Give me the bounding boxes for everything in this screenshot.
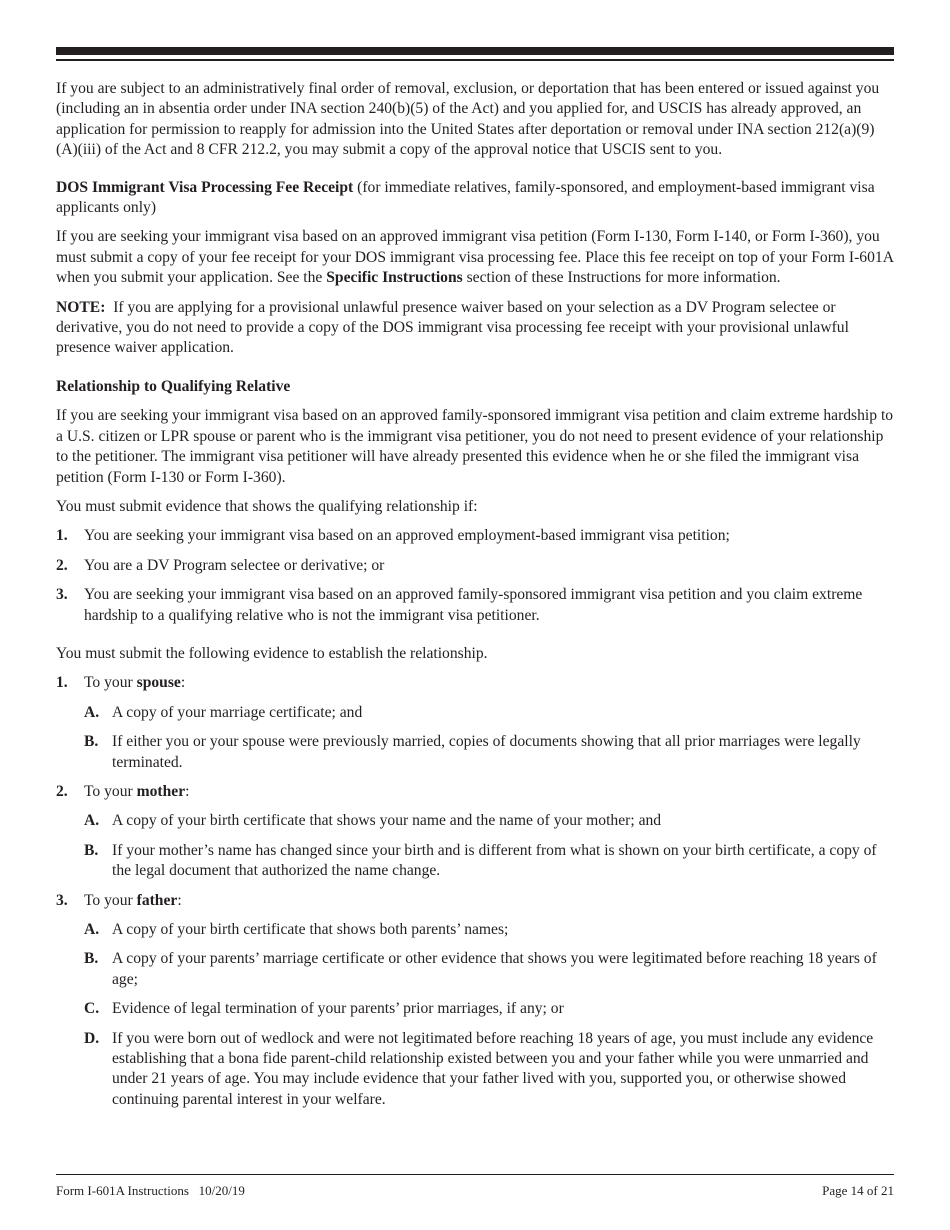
evidence-suffix: :: [185, 782, 190, 800]
subitem-text: If you were born out of wedlock and were not legitimated before reaching 18 years of age, you must include any evidence establishing that a bona fide parent-child relationship existed between you and your father while you were unmarried and under 21 years of age. You may include evidence that your father lived with you, supported you, or otherwise showed continuing parental interest in your welfare.: [112, 1029, 874, 1108]
evidence-item-spouse: [56, 673, 894, 693]
dos-fee-heading: [56, 178, 894, 219]
evidence-prefix: To your: [84, 674, 137, 692]
if-list-item: [56, 526, 894, 546]
subitem-text: If either you or your spouse were previously married, copies of documents showing that all prior marriages were legally terminated.: [112, 733, 861, 771]
subitem-letter: D.: [84, 1029, 100, 1047]
if-list-text: You are seeking your immigrant visa based on an approved employment-based immigrant visa petition;: [84, 527, 730, 545]
evidence-suffix: :: [180, 674, 186, 692]
evidence-subitem: [56, 811, 894, 831]
evidence-subitem: [56, 949, 894, 990]
intro-paragraph: If you are subject to an administratively final order of removal, exclusion, or deportation that has been entered or issued against you (including an in absentia order under INA section 240(b)(5) of the Act) and you applied for, and USCIS has already approved, an application for permission to reapply for admission into the United States after deportation or removal under INA section 212(a)(9)(A)(iii) of the Act and 8 CFR 212.2, you may submit a copy of the approval notice that USCIS sent to you.: [56, 80, 880, 159]
evidence-relation: father: [136, 891, 178, 909]
if-list-num: 3.: [56, 586, 68, 604]
subitem-text: A copy of your birth certificate that shows your name and the name of your mother; and: [112, 812, 662, 830]
subitem-text: A copy of your birth certificate that shows both parents’ names;: [112, 921, 509, 938]
if-list-item: [56, 585, 894, 626]
subitem-letter: C.: [84, 1000, 100, 1018]
dos-fee-para-part2: section of these Instructions for more information.: [462, 269, 781, 287]
if-list-num: 1.: [56, 527, 68, 545]
evidence-subitem: [56, 732, 894, 773]
subitem-text: A copy of your marriage certificate; and: [112, 703, 363, 721]
header-rule-thick: [56, 47, 894, 55]
dos-fee-note: [56, 298, 894, 359]
subitem-text: Evidence of legal termination of your parents’ prior marriages, if any; or: [112, 1000, 564, 1018]
note-text: If you are applying for a provisional unlawful presence waiver based on your selection as a DV Program selectee or derivative, you do not need to provide a copy of the DOS immigrant visa processing fee receipt with your provisional unlawful presence waiver application.: [56, 298, 853, 357]
subitem-text: If your mother’s name has changed since your birth and is different from what is shown on your birth certificate, a copy of the legal document that authorized the name change.: [112, 841, 877, 880]
relationship-heading: [56, 377, 894, 397]
subitem-letter: B.: [84, 841, 99, 859]
evidence-item-father: [56, 891, 894, 911]
subitem-letter: A.: [84, 703, 100, 721]
dos-fee-heading-bold: DOS Immigrant Visa Processing Fee Receipt: [56, 178, 354, 196]
subitem-letter: B.: [84, 950, 99, 968]
evidence-subitem: [56, 1029, 894, 1111]
evidence-relation: mother: [136, 782, 186, 800]
page-body: [56, 79, 894, 1110]
evidence-num: 3.: [56, 891, 68, 909]
evidence-subitem: [56, 841, 894, 882]
header-rule-thin: [56, 59, 894, 61]
subitem-letter: A.: [84, 921, 100, 938]
if-list-text: You are seeking your immigrant visa based on an approved family-sponsored immigrant visa petition and you claim extreme hardship to a qualifying relative who is not the immigrant visa petitioner.: [84, 586, 863, 624]
dos-fee-para-part1: If you are seeking your immigrant visa based on an approved immigrant visa petition (Form I-130, Form I-140, or Form I-360), you must submit a copy of your fee receipt for your DOS immigrant visa processing fee. Place this fee receipt on top of your Form I-601A when you submit your application. See the: [56, 228, 894, 287]
footer-page-number: Page 14 of 21: [822, 1183, 894, 1198]
evidence-item-mother: [56, 782, 894, 802]
evidence-subitem: [56, 703, 894, 723]
relationship-para-1: If you are seeking your immigrant visa based on an approved family-sponsored immigrant visa petition and claim extreme hardship to a U.S. citizen or LPR spouse or parent who is the immigrant visa petitioner, you do not need to present evidence of your relationship to the petitioner. The immigrant visa petitioner will have already presented this evidence when he or she filed the immigrant visa petition (Form I-130 or Form I-360).: [56, 407, 894, 486]
relationship-para-3: You must submit the following evidence to establish the relationship.: [56, 644, 488, 662]
evidence-num: 2.: [56, 782, 68, 800]
evidence-relation: spouse: [136, 674, 181, 692]
dos-fee-heading-rest: (for immediate relatives, family-sponsored, and employment-based immigrant visa applicants only): [56, 178, 875, 217]
evidence-prefix: To your: [84, 891, 137, 909]
evidence-num: 1.: [56, 674, 68, 692]
subitem-text: A copy of your parents’ marriage certificate or other evidence that shows you were legitimated before reaching 18 years of age;: [112, 950, 877, 988]
evidence-subitem: [56, 920, 894, 940]
dos-fee-paragraph: [56, 227, 894, 288]
specific-instructions-ref: Specific Instructions: [326, 269, 463, 287]
evidence-subitem: [56, 999, 894, 1019]
if-list-item: [56, 556, 894, 576]
footer-form-id: Form I-601A Instructions 10/20/19: [56, 1183, 245, 1198]
if-list-text: You are a DV Program selectee or derivative; or: [84, 556, 385, 574]
evidence-suffix: :: [177, 891, 182, 909]
if-list-num: 2.: [56, 556, 68, 574]
note-label: NOTE:: [56, 298, 106, 316]
footer-rule: [56, 1174, 894, 1175]
subitem-letter: A.: [84, 812, 100, 830]
evidence-prefix: To your: [84, 782, 137, 800]
subitem-letter: B.: [84, 733, 99, 751]
relationship-heading-text: Relationship to Qualifying Relative: [56, 377, 291, 395]
relationship-para-2: You must submit evidence that shows the qualifying relationship if:: [56, 497, 478, 515]
